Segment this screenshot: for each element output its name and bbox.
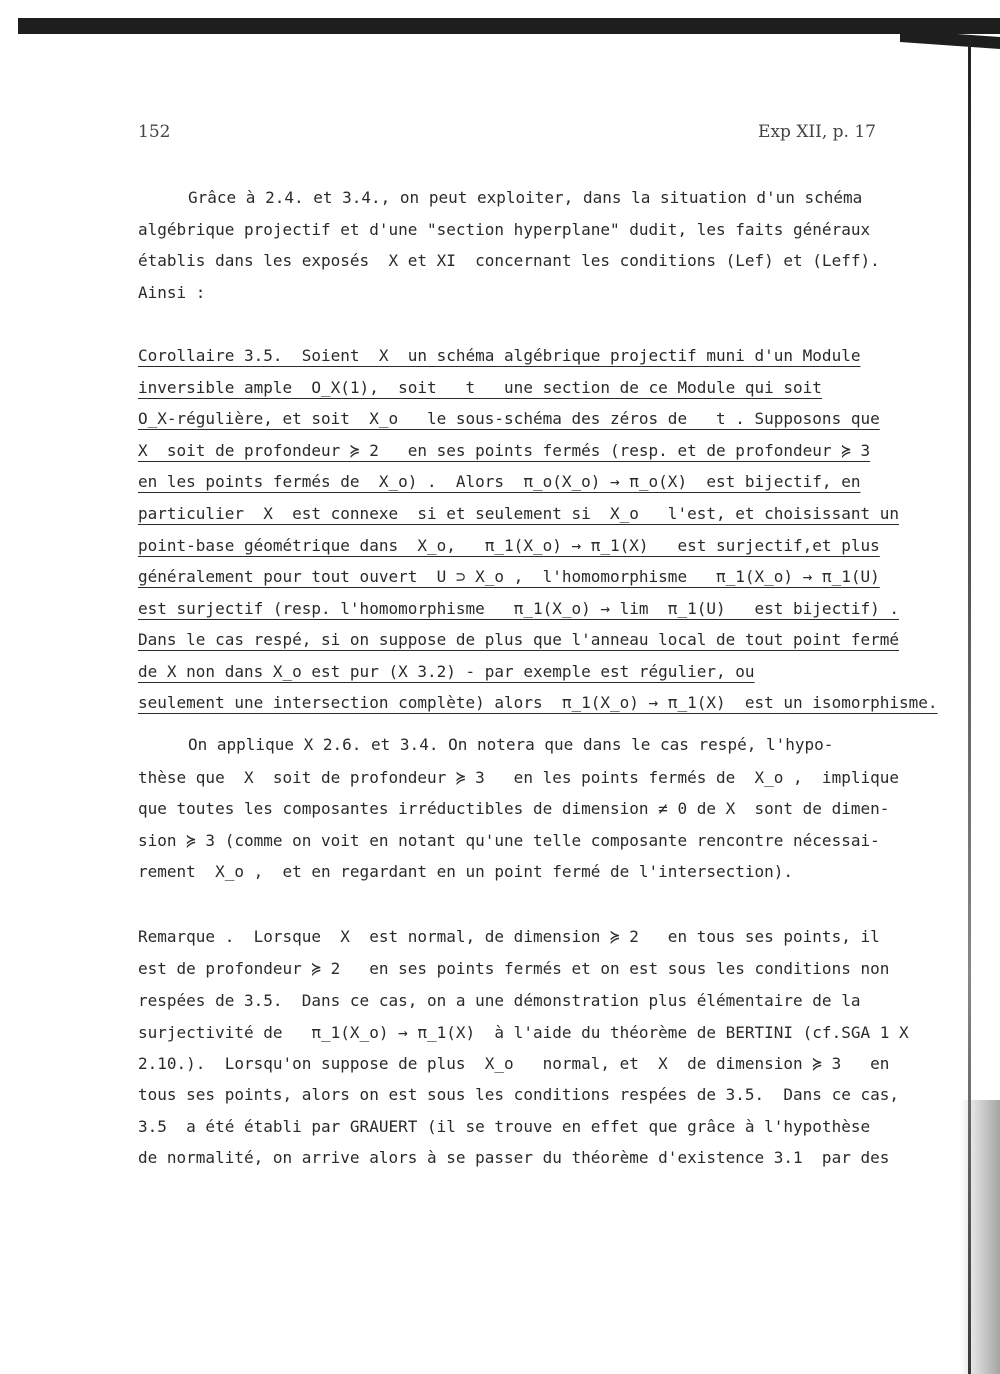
remark-line: Remarque . Lorsque X est normal, de dimension ≽ 2 en tous ses points, il xyxy=(138,927,880,946)
remark-line: surjectivité de π_1(X_o) → π_1(X) à l'aide du théorème de BERTINI (cf.SGA 1 X xyxy=(138,1023,909,1042)
corollary-line: particulier X est connexe si et seulement si X_o l'est, et choisissant un xyxy=(138,504,899,523)
remark-line: est de profondeur ≽ 2 en ses points fermés et on est sous les conditions non xyxy=(138,959,890,978)
corollary-line: en les points fermés de X_o) . Alors π_o(X_o) → π_o(X) est bijectif, en xyxy=(138,472,861,491)
corollary-line: seulement une intersection complète) alors π_1(X_o) → π_1(X) est un isomorphisme. xyxy=(138,693,938,712)
remark-line: de normalité, on arrive alors à se passer du théorème d'existence 3.1 par des xyxy=(138,1148,890,1167)
corollary-line: O_X-régulière, et soit X_o le sous-schéma des zéros de t . Supposons que xyxy=(138,409,880,428)
page-number: 152 xyxy=(138,122,171,142)
top-scan-border xyxy=(18,18,1000,34)
corollary-line: inversible ample O_X(1), soit t une section de ce Module qui soit xyxy=(138,378,822,397)
running-head: Exp XII, p. 17 xyxy=(758,122,876,142)
remark-line: respées de 3.5. Dans ce cas, on a une démonstration plus élémentaire de la xyxy=(138,991,861,1010)
para2-line: thèse que X soit de profondeur ≽ 3 en les points fermés de X_o , implique xyxy=(138,768,899,787)
remark-line: 3.5 a été établi par GRAUERT (il se trouve en effet que grâce à l'hypothèse xyxy=(138,1117,871,1136)
para1-line: Ainsi : xyxy=(138,283,206,302)
para2-line: rement X_o , et en regardant en un point fermé de l'intersection). xyxy=(138,862,794,881)
corollary-line: Dans le cas respé, si on suppose de plus que l'anneau local de tout point fermé xyxy=(138,630,899,649)
corollary-line: généralement pour tout ouvert U ⊃ X_o , l'homomorphisme π_1(X_o) → π_1(U) xyxy=(138,567,880,586)
right-scan-shadow xyxy=(960,1100,1000,1374)
para1-line: établis dans les exposés X et XI concernant les conditions (Lef) et (Leff). xyxy=(138,251,880,270)
para2-line: sion ≽ 3 (comme on voit en notant qu'une telle composante rencontre nécessai- xyxy=(138,831,880,850)
corollary-line: est surjectif (resp. l'homomorphisme π_1(X_o) → lim π_1(U) est bijectif) . xyxy=(138,599,899,618)
corollary-line: de X non dans X_o est pur (X 3.2) - par exemple est régulier, ou xyxy=(138,662,755,681)
para2-line: On applique X 2.6. et 3.4. On notera que dans le cas respé, l'hypo- xyxy=(188,735,834,754)
para1-line: Grâce à 2.4. et 3.4., on peut exploiter, dans la situation d'un schéma xyxy=(188,188,863,207)
corollary-line: Corollaire 3.5. Soient X un schéma algébrique projectif muni d'un Module xyxy=(138,346,861,365)
para2-line: que toutes les composantes irréductibles de dimension ≠ 0 de X sont de dimen- xyxy=(138,799,890,818)
remark-line: 2.10.). Lorsqu'on suppose de plus X_o normal, et X de dimension ≽ 3 en xyxy=(138,1054,890,1073)
para1-line: algébrique projectif et d'une "section hyperplane" dudit, les faits généraux xyxy=(138,220,871,239)
corollary-line: X soit de profondeur ≽ 2 en ses points fermés (resp. et de profondeur ≽ 3 xyxy=(138,441,871,460)
remark-line: tous ses points, alors on est sous les conditions respées de 3.5. Dans ce cas, xyxy=(138,1085,899,1104)
corollary-line: point-base géométrique dans X_o, π_1(X_o) → π_1(X) est surjectif,et plus xyxy=(138,536,880,555)
